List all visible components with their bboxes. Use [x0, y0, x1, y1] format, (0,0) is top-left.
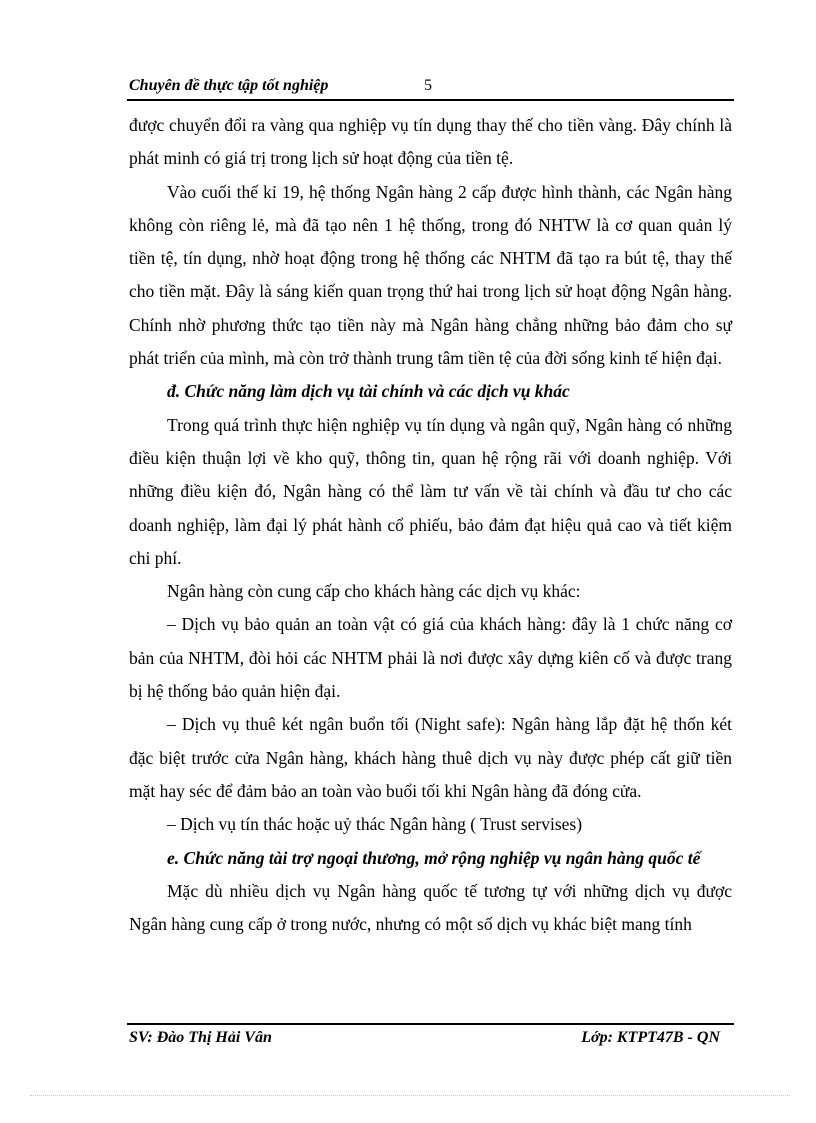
paragraph: Ngân hàng còn cung cấp cho khách hàng các dịch vụ khác:: [167, 581, 581, 602]
header-title: Chuyên đề thực tập tốt nghiệp: [129, 77, 329, 94]
page-header: [127, 75, 734, 101]
paragraph: được chuyển đổi ra vàng qua nghiệp vụ tín dụng thay thế cho tiền vàng. Đây chính là phát minh có giá trị trong lịch sử hoạt động của tiền tệ.: [129, 115, 732, 169]
list-item: – Dịch vụ thuê két ngân buổn tối (Night safe): Ngân hàng lắp đặt hệ thốn két đặc biệt trước cửa Ngân hàng, khách hàng thuê dịch vụ này được phép cất giữ tiền mặt hay séc để đảm bảo an toàn vào buổi tối khi Ngân hàng đã đóng cửa.: [129, 714, 732, 801]
footer-student: SV: Đào Thị Hải Vân: [129, 1029, 272, 1046]
document-body: [129, 109, 732, 941]
page-footer: [127, 1023, 734, 1053]
paragraph: Mặc dù nhiều dịch vụ Ngân hàng quốc tế tương tự với những dịch vụ được Ngân hàng cung cấp ở trong nước, nhưng có một số dịch vụ khác biệt mang tính: [129, 880, 732, 935]
paragraph: Trong quá trình thực hiện nghiệp vụ tín dụng và ngân quỹ, Ngân hàng có những điều kiện thuận lợi về kho quỹ, thông tin, quan hệ rộng rãi với doanh nghiệp. Với những điều kiện đó, Ngân hàng có thể làm tư vấn về tài chính và đầu tư cho các doanh nghiệp, làm đại lý phát hành cổ phiếu, bảo đảm đạt hiệu quả cao và tiết kiệm chi phí.: [129, 414, 732, 568]
section-heading: đ. Chức năng làm dịch vụ tài chính và các dịch vụ khác: [167, 381, 570, 402]
page-number: 5: [424, 77, 432, 94]
list-item: – Dịch vụ bảo quản an toàn vật có giá của khách hàng: đây là 1 chức năng cơ bản của NHTM, đòi hỏi các NHTM phải là nơi được xây dựng kiên cố và được trang bị hệ thống bảo quản hiện đại.: [129, 614, 732, 702]
page-bottom-divider: [30, 1095, 790, 1096]
section-heading: e. Chức năng tài trợ ngoại thương, mở rộng nghiệp vụ ngân hàng quốc tế: [167, 847, 701, 868]
footer-class: Lớp: KTPT47B - QN: [581, 1029, 720, 1046]
paragraph: Vào cuối thế kỉ 19, hệ thống Ngân hàng 2 cấp được hình thành, các Ngân hàng không còn riêng lẻ, mà đã tạo nên 1 hệ thống, trong đó NHTW là cơ quan quản lý tiền tệ, tín dụng, nhờ hoạt động trong hệ thống các NHTM đã tạo ra bút tệ, thay thế cho tiền mặt. Đây là sáng kiến quan trọng thứ hai trong lịch sử hoạt động Ngân hàng. Chính nhờ phương thức tạo tiền này mà Ngân hàng chẳng những bảo đảm cho sự phát triển của mình, mà còn trở thành trung tâm tiền tệ của đời sống kinh tế hiện đại.: [129, 181, 732, 369]
list-item: – Dịch vụ tín thác hoặc uỷ thác Ngân hàng ( Trust servises): [167, 814, 583, 835]
